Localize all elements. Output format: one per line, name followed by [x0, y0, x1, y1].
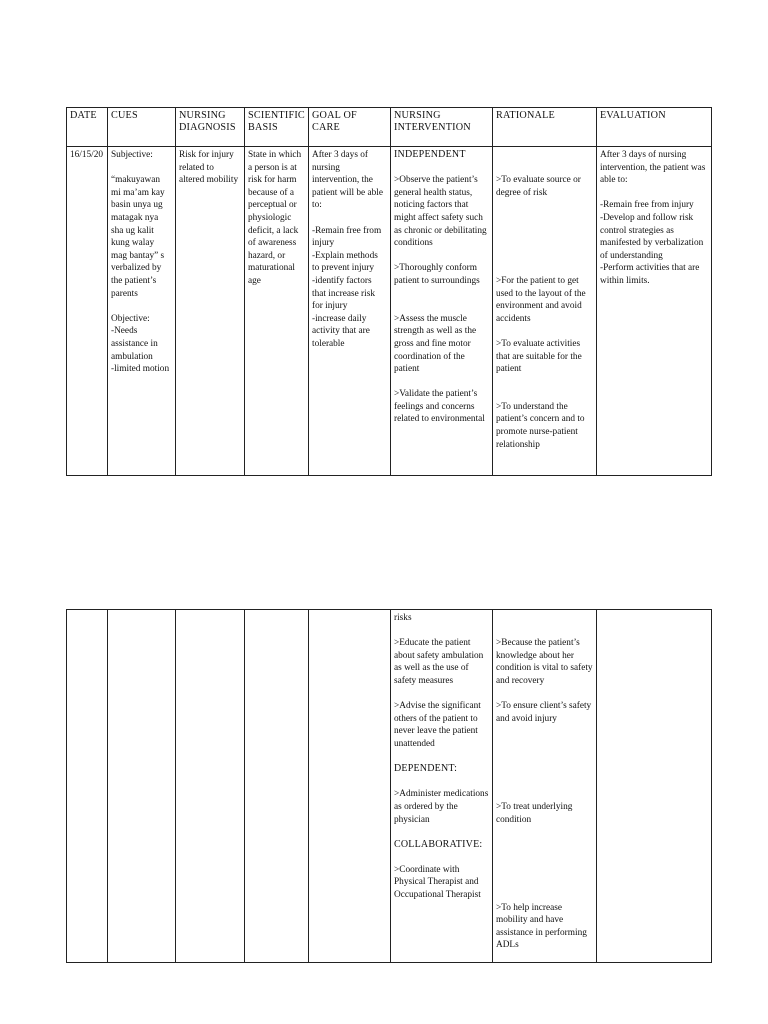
dependent-label: DEPENDENT: [394, 763, 458, 775]
header-date: DATE [67, 108, 108, 147]
rationale-item: >To ensure client’s safety and avoid injury [496, 701, 594, 724]
rationale-item: >For the patient to get used to the layout of the environment and avoid accidents [496, 275, 588, 324]
intervention-cell [391, 610, 493, 963]
rationale-item: >To evaluate activities that are suitable for the patient [496, 338, 585, 375]
date-value: 16/15/20 [70, 150, 104, 160]
intervention-item: >Observe the patient’s general health status, noticing factors that might affect safety such as chronic or debilitating conditions [394, 175, 490, 249]
subjective-label: Subjective: [111, 150, 153, 160]
intervention-item: >Educate the patient about safety ambulation as well as the use of safety measures [394, 638, 486, 686]
date-cell [67, 610, 108, 963]
scientific-basis-text: State in which a person is at risk for harm because of a perceptual or physiologic deficit, a lack of awareness hazard, or maturational age [248, 150, 304, 286]
table-header-row [67, 108, 712, 147]
header-cues: CUES [108, 108, 176, 147]
scientific-basis-cell [245, 610, 309, 963]
table-row [67, 147, 712, 476]
intervention-cell [391, 147, 493, 476]
evaluation-intro: After 3 days of nursing intervention, the patient was able to: [600, 150, 708, 186]
header-scientific-basis: SCIENTIFIC BASIS [245, 108, 309, 147]
evaluation-item: -Remain free from injury [600, 200, 694, 211]
intervention-item: >Administer medications as ordered by the physician [394, 789, 491, 825]
scientific-basis-cell [245, 147, 309, 476]
rationale-item: >To evaluate source or degree of risk [496, 175, 584, 198]
goal-cell [309, 610, 391, 963]
diagnosis-cell [176, 147, 245, 476]
header-rationale: RATIONALE [493, 108, 597, 147]
rationale-cell [493, 610, 597, 963]
objective-item: -Needs assistance in ambulation [111, 326, 161, 362]
rationale-item: >To treat underlying condition [496, 801, 575, 825]
intervention-item: >Advise the significant others of the patient to never leave the patient unattended [394, 701, 484, 749]
evaluation-item: -Develop and follow risk control strategies as manifested by verbalization of understanding [600, 212, 706, 261]
rationale-item: >To understand the patient’s concern and to promote nurse-patient relationship [496, 401, 587, 450]
diagnosis-cell [176, 610, 245, 963]
rationale-item: >Because the patient’s knowledge about her condition is vital to safety and recovery [496, 638, 595, 686]
goal-item: -Explain methods to prevent injury [312, 250, 381, 274]
subjective-text: “makuyawan mi ma’am kay basin unya ug matagak nya sha ug kalit kung walay mag bantay” s verbalized by the patient’s parents [111, 175, 168, 299]
header-goal-of-care: GOAL OF CARE [309, 108, 391, 147]
independent-label: INDEPENDENT [394, 149, 466, 160]
goal-cell [309, 147, 391, 476]
date-cell [67, 147, 108, 476]
evaluation-cell [597, 610, 712, 963]
care-plan-table-page-2 [66, 609, 712, 963]
intervention-item: >Thoroughly conform patient to surroundings [394, 263, 480, 286]
intervention-item: >Coordinate with Physical Therapist and Occupational Therapist [394, 864, 481, 901]
diagnosis-text: Risk for injury related to altered mobility [179, 150, 239, 186]
goal-item: -identify factors that increase risk for injury [312, 275, 378, 312]
intervention-item: >Validate the patient’s feelings and concerns related to environmental [394, 389, 485, 425]
goal-item: -Remain free from injury [312, 225, 384, 249]
header-nursing-diagnosis: NURSING DIAGNOSIS [176, 108, 245, 147]
objective-item: -limited motion [111, 364, 170, 375]
rationale-item: >To help increase mobility and have assistance in performing ADLs [496, 902, 589, 951]
goal-item: -increase daily activity that are tolerable [312, 313, 373, 349]
cues-cell [108, 147, 176, 476]
cues-cell [108, 610, 176, 963]
objective-label: Objective: [111, 313, 150, 324]
goal-intro: After 3 days of nursing intervention, the patient will be able to: [312, 150, 386, 211]
evaluation-cell [597, 147, 712, 476]
continuation-text: risks [394, 613, 412, 623]
intervention-item: >Assess the muscle strength as well as the gross and fine motor coordination of the patient [394, 313, 479, 375]
collaborative-label: COLLABORATIVE: [394, 838, 483, 850]
care-plan-table-page-1 [66, 107, 712, 476]
rationale-cell [493, 147, 597, 476]
evaluation-item: -Perform activities that are within limits. [600, 263, 702, 286]
header-evaluation: EVALUATION [597, 108, 712, 147]
header-nursing-intervention: NURSING INTERVENTION [391, 108, 493, 147]
table-row [67, 610, 712, 963]
